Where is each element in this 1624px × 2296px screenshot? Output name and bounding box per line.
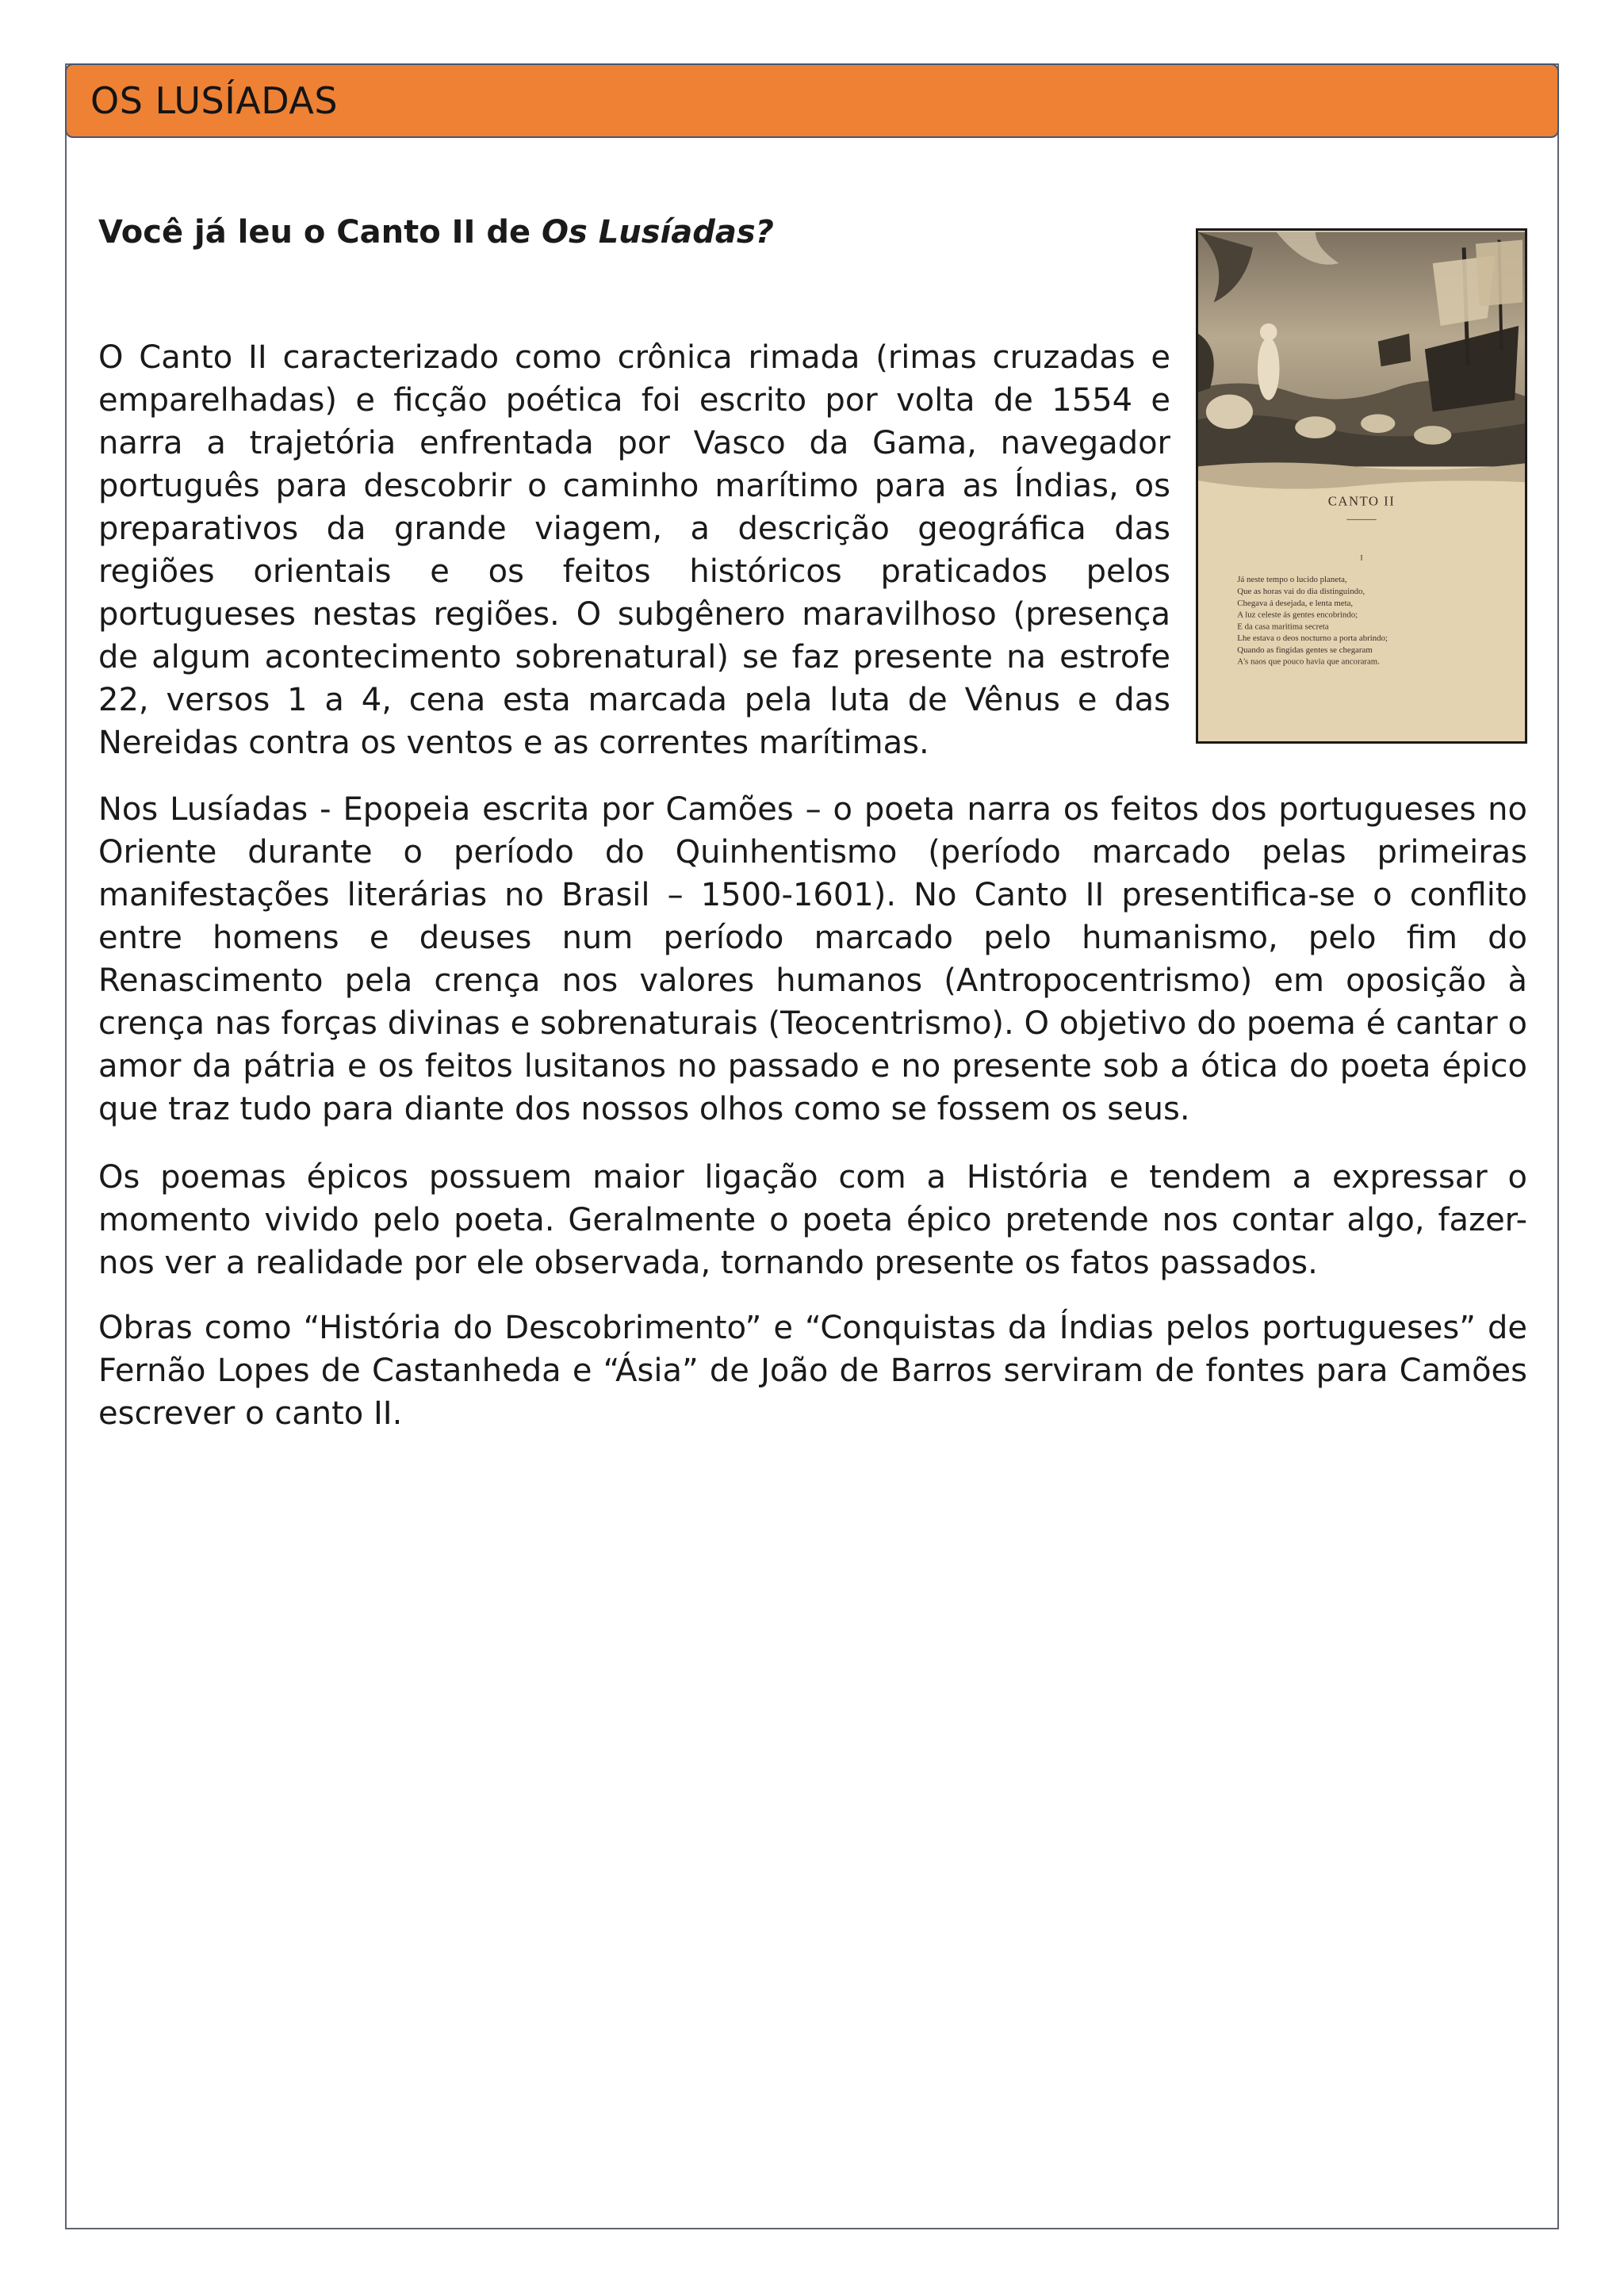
section-header-bar xyxy=(65,63,1559,138)
verse-line: Que as horas vai do dia distinguindo, xyxy=(1237,587,1365,597)
canto-heading: CANTO II xyxy=(1327,493,1396,509)
question-text: Você já leu o Canto II de xyxy=(98,214,542,251)
paragraph-fontes: Obras como “História do Descobrimento” e “Conquistas da Índias pelos portugueses” de Fernão Lopes de Castanheda e “Ásia” de João de Barros serviram de fontes para Camões escrever o canto II. xyxy=(98,1310,1527,1432)
engraving-svg xyxy=(1198,231,1525,741)
paragraph-canto-ii: O Canto II caracterizado como crônica rimada (rimas cruzadas e emparelhadas) e ficção poética foi escrito por volta de 1554 e narra a trajetória enfrentada por Vasco da Gama, navegador português para descobrir o caminho marítimo para as Índias, os preparativos da grande viagem, a descrição geográfica das regiões orientais e os feitos históricos praticados pelos portugueses nestas regiões. O subgênero maravilhoso (presença de algum acontecimento sobrenatural) se faz presente na estrofe 22, versos 1 a 4, cena esta marcada pela luta de Vênus e das Nereidas contra os ventos e as correntes marítimas. xyxy=(98,339,1170,761)
stanza-number: I xyxy=(1360,553,1363,563)
intro-question xyxy=(98,212,774,252)
verse-line: Lhe estava o deos nocturno a porta abrindo; xyxy=(1237,633,1388,644)
engraving-scene xyxy=(1198,232,1525,489)
verse-line: A luz celeste ás gentes encobrindo; xyxy=(1237,610,1358,620)
verse-line: E da casa maritima secreta xyxy=(1237,622,1329,632)
paragraph-lusiadas: Nos Lusíadas - Epopeia escrita por Camões – o poeta narra os feitos dos portugueses no Oriente durante o período do Quinhentismo (período marcado pelas primeiras manifestações literárias no Brasil – 1500-1601). No Canto II presentifica-se o conflito entre homens e deuses num período marcado pelo humanismo, pelo fim do Renascimento pela crença nos valores humanos (Antropocentrismo) em oposição à crença nas forças divinas e sobrenaturais (Teocentrismo). O objetivo do poema é cantar o amor da pátria e os feitos lusitanos no passado e no presente sob a ótica do poeta épico que traz tudo para diante dos nossos olhos como se fossem os seus. xyxy=(98,791,1527,1127)
paragraph-poemas-epicos: Os poemas épicos possuem maior ligação com a História e tendem a expressar o momento vivido pelo poeta. Geralmente o poeta épico pretende nos contar algo, fazer-nos ver a realidade por ele observada, tornando presente os fatos passados. xyxy=(98,1159,1527,1281)
verse-line: A's naos que pouco havia que ancoraram. xyxy=(1237,656,1380,667)
verse-line: Quando as fingidas gentes se chegaram xyxy=(1237,645,1373,655)
section-title: OS LUSÍADAS xyxy=(90,79,339,122)
verse-line: Chegava á desejada, e lenta meta, xyxy=(1237,598,1354,608)
question-work-title: Os Lusíadas? xyxy=(542,214,774,251)
verse-line: Já neste tempo o lucido planeta, xyxy=(1237,575,1347,585)
canto-ii-illustration xyxy=(1196,228,1527,744)
